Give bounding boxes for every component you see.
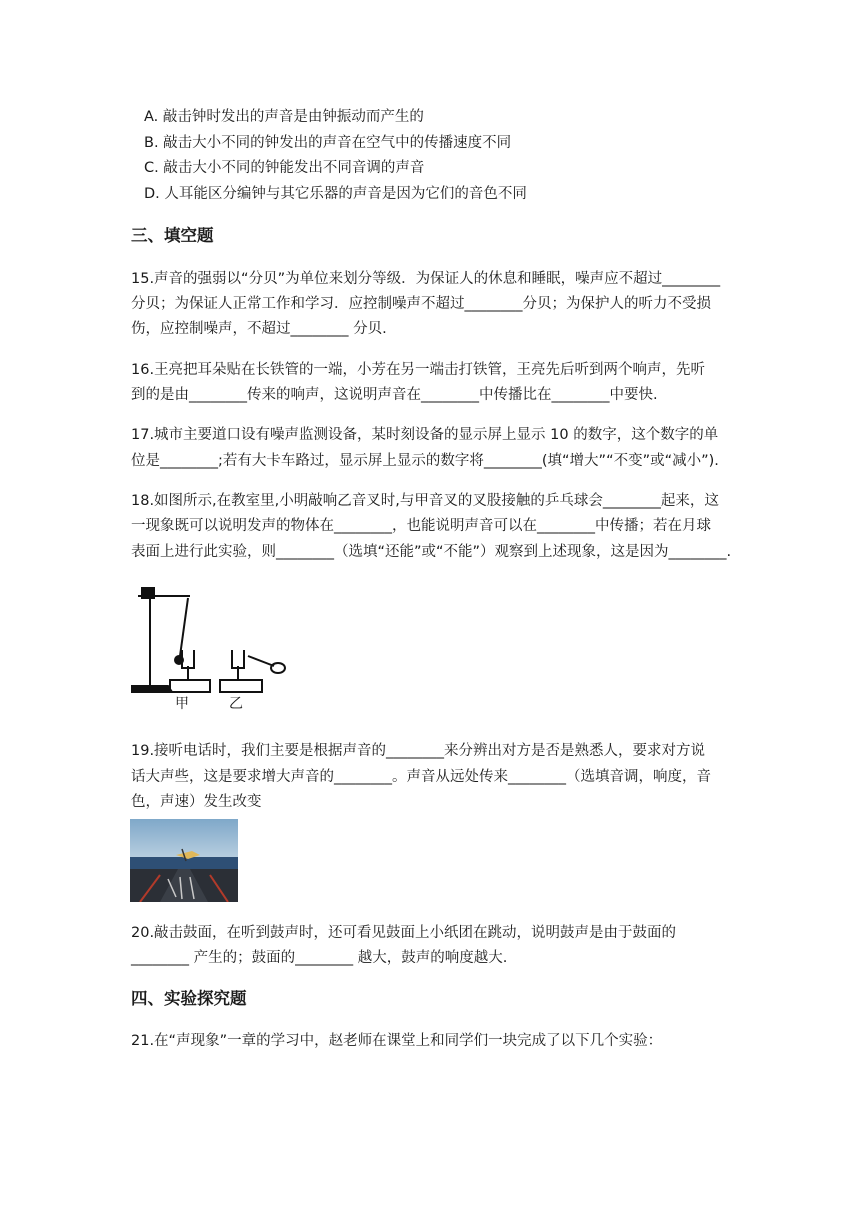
q17-line-1: 17.城市主要道口设有噪声监测设备，某时刻设备的显示屏上显示 10 的数字，这个数字的单	[131, 427, 719, 443]
figure-label-yi: 乙	[229, 696, 243, 712]
q16-line-2: 到的是由________传来的响声，这说明声音在________中传播比在________中要快.	[131, 387, 658, 403]
q19-line-2: 话大声些，这是要求增大声音的________。声音从远处传来________（选填音调，响度，音	[131, 769, 711, 785]
option-d: D. 人耳能区分编钟与其它乐器的声音是因为它们的音色不同	[144, 186, 527, 202]
q18-line-3: 表面上进行此实验，则________（选填“还能”或“不能”）观察到上述现象，这是因为________.	[131, 544, 732, 560]
section-heading-fill-blank: 三、填空题	[131, 226, 214, 245]
q15-line-2: 分贝；为保证人正常工作和学习．应控制噪声不超过________分贝；为保护人的听力不受损	[131, 296, 711, 312]
option-a: A. 敲击钟时发出的声音是由钟振动而产生的	[144, 109, 424, 125]
option-c: C. 敲击大小不同的钟能发出不同音调的声音	[144, 160, 425, 176]
q16-line-1: 16.王亮把耳朵贴在长铁管的一端，小芳在另一端击打铁管，王亮先后听到两个响声，先听	[131, 362, 706, 378]
q20-line-1: 20.敲击鼓面，在听到鼓声时，还可看见鼓面上小纸团在跳动，说明鼓声是由于鼓面的	[131, 925, 677, 941]
q20-line-2: ________ 产生的；鼓面的________ 越大，鼓声的响度越大.	[131, 950, 508, 966]
carrier-deck-photo	[130, 819, 238, 902]
q15-line-1: 15.声音的强弱以“分贝”为单位来划分等级．为保证人的休息和睡眠，噪声应不超过________	[131, 271, 721, 287]
q18-line-2: 一现象既可以说明发声的物体在________，也能说明声音可以在________中传播；若在月球	[131, 518, 711, 534]
figure-label-jia: 甲	[175, 696, 189, 712]
q17-line-2: 位是________;若有大卡车路过，显示屏上显示的数字将________(填“增大”“不变”或“减小”).	[131, 453, 719, 469]
q18-line-1: 18.如图所示,在教室里,小明敲响乙音叉时,与甲音叉的叉股接触的乒乓球会________起来，这	[131, 493, 719, 509]
q19-line-3: 色，声速）发生改变	[131, 794, 262, 810]
section-heading-experiment: 四、实验探究题	[131, 989, 247, 1008]
option-b: B. 敲击大小不同的钟发出的声音在空气中的传播速度不同	[144, 135, 512, 151]
q21-line-1: 21.在“声现象”一章的学习中，赵老师在课堂上和同学们一块完成了以下几个实验：	[131, 1033, 663, 1049]
q19-line-1: 19.接听电话时，我们主要是根据声音的________来分辨出对方是否是熟悉人，要求对方说	[131, 743, 706, 759]
q15-line-3: 伤，应控制噪声，不超过________ 分贝.	[131, 321, 387, 337]
tuning-fork-figure	[128, 574, 288, 716]
